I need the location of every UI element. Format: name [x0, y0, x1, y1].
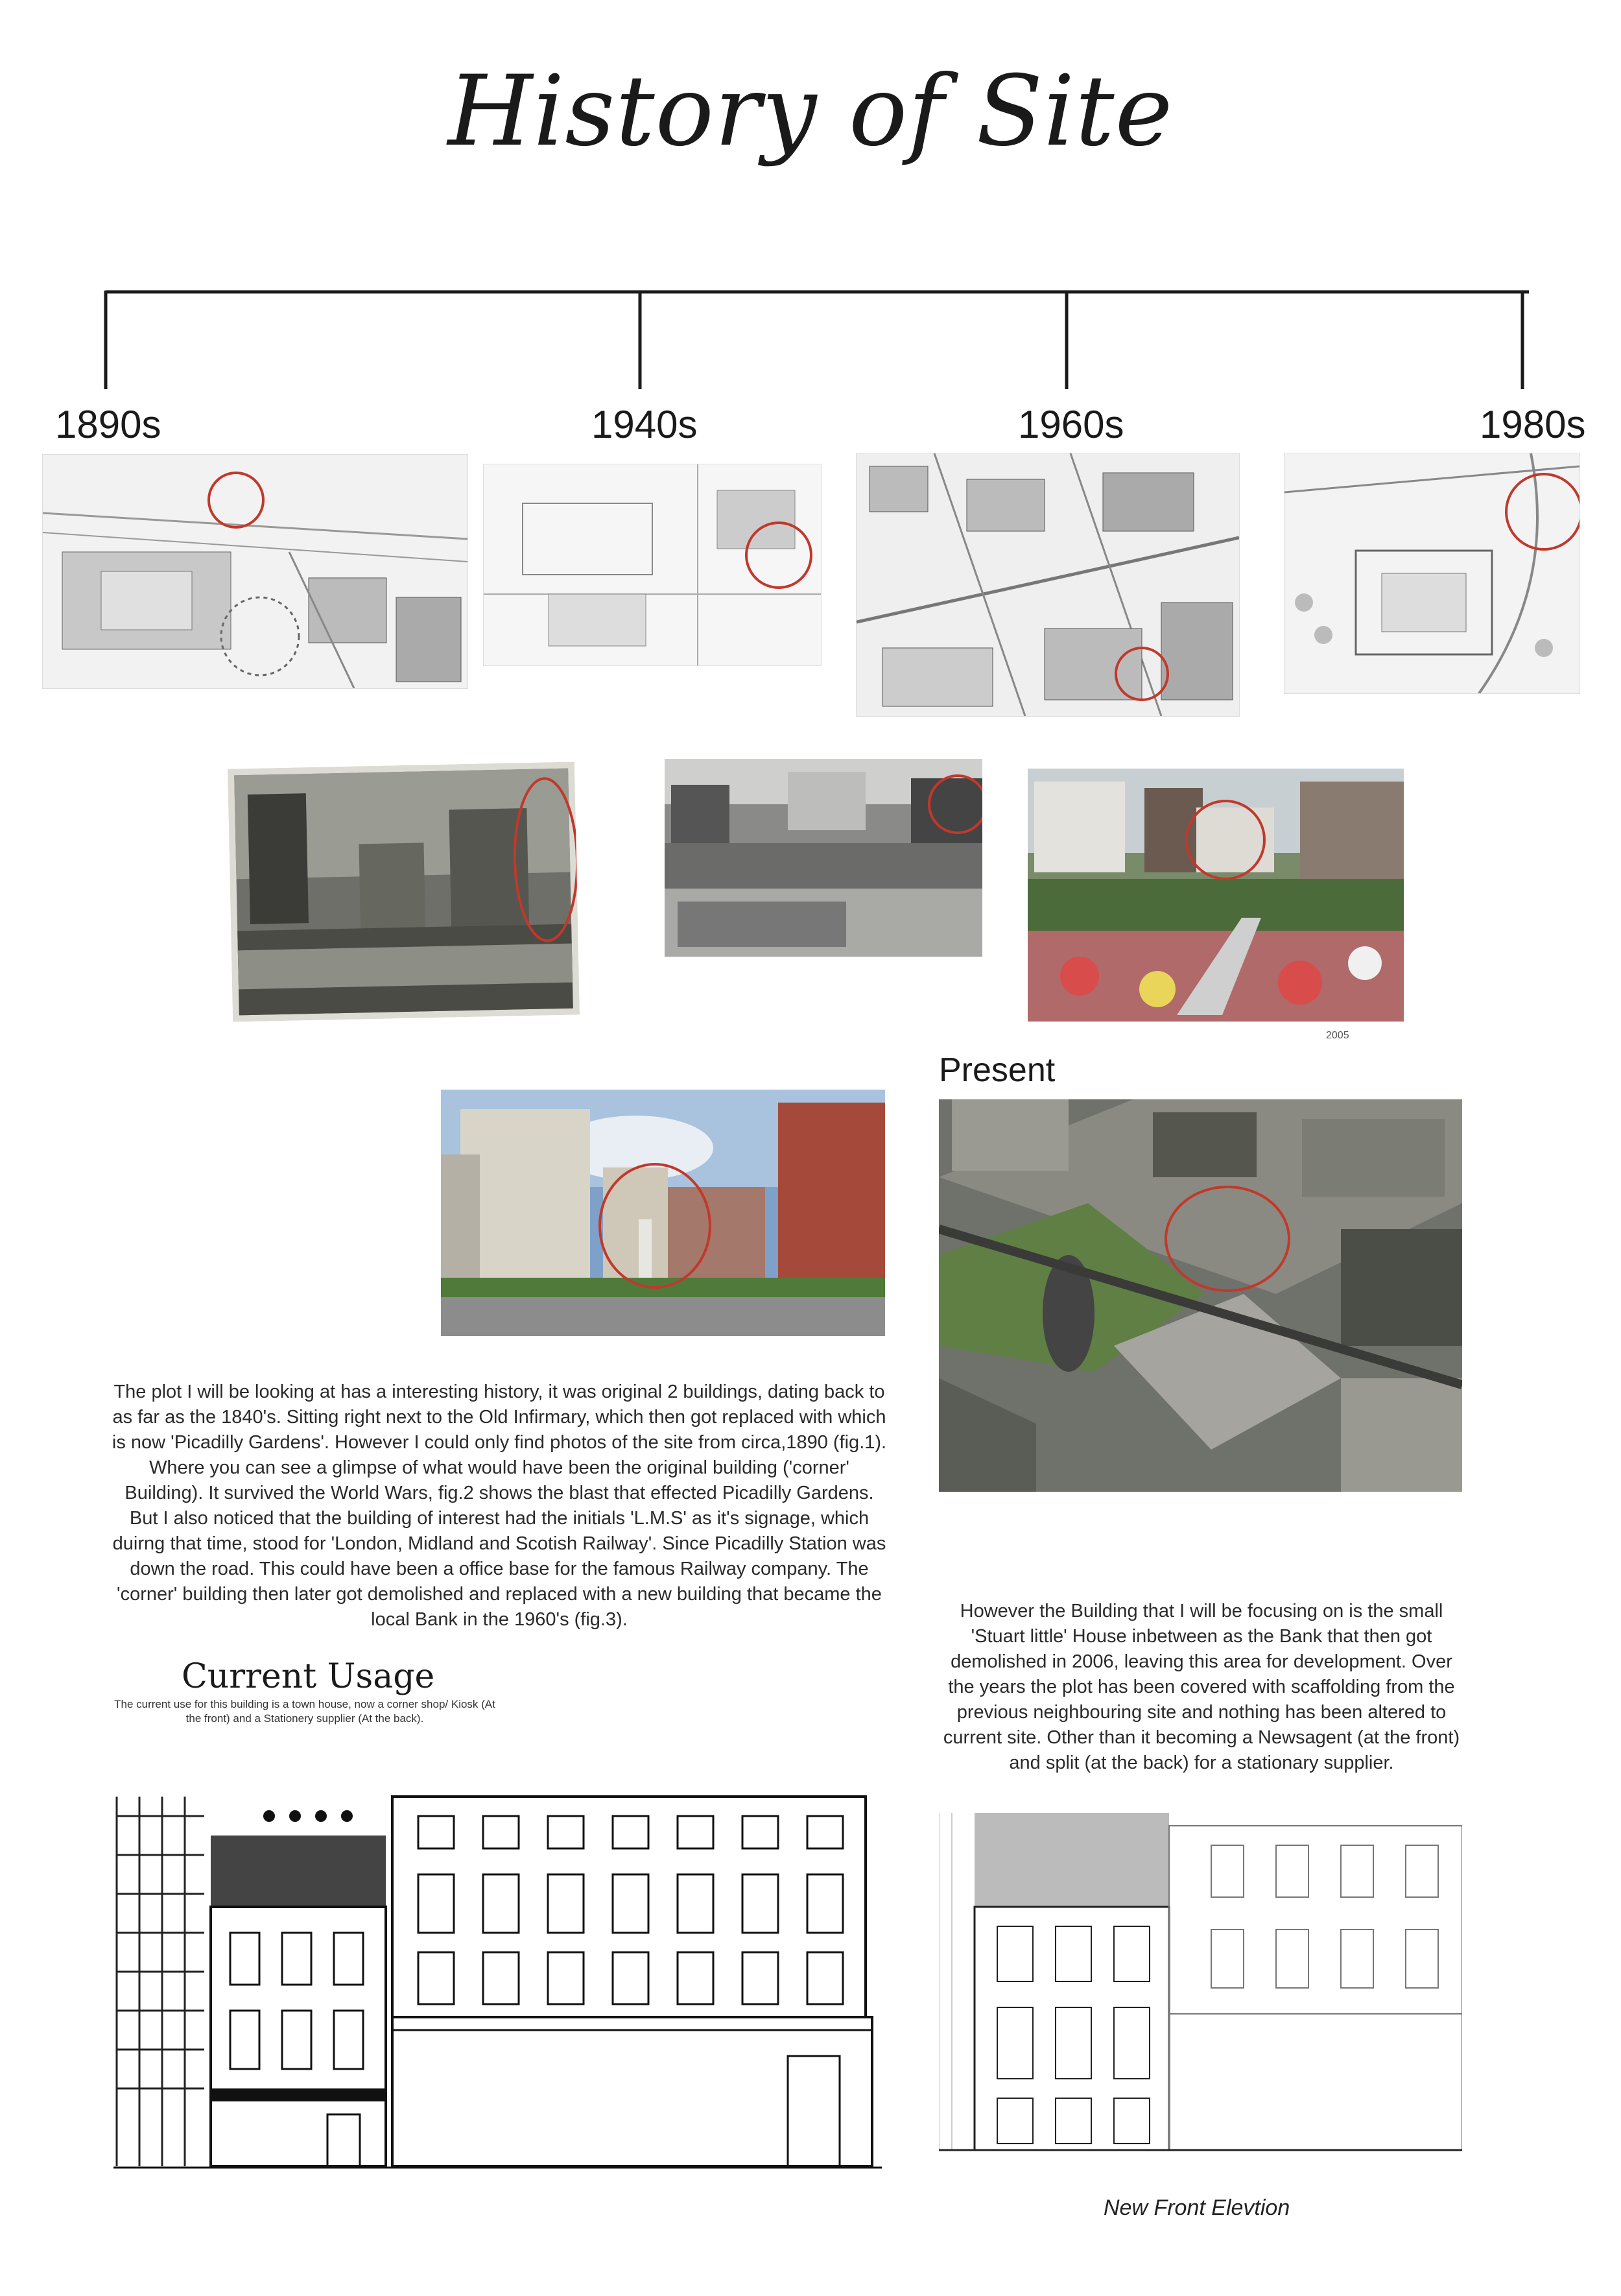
current-usage-note: The current use for this building is a town house, now a corner shop/ Kiosk (At the front) and a Stationery supplier (At the back).	[114, 1698, 495, 1725]
map-1980s	[1284, 453, 1580, 694]
page-title: History of Site	[447, 55, 1174, 168]
year-label-1890s: 1890s	[55, 403, 161, 446]
new-elevation-caption: New Front Elevtion	[1104, 2195, 1290, 2220]
focus-paragraph: However the Building that I will be focusing on is the small 'Stuart little' House inbetween as the Bank that then got demolished in 2006, leaving this area for development. Over the years the plot has been covered with scaffolding from the previous neighbouring site and nothing has been altered to current site. Other than it becoming a Newsagent (at the front) and split (at the back) for a stationary supplier.	[943, 1601, 1460, 1773]
photo-1890s	[228, 761, 580, 1022]
year-label-1980s: 1980s	[1480, 403, 1586, 446]
photo-1940s	[665, 759, 982, 957]
current-elevation-drawing	[113, 1751, 882, 2179]
year-label-1940s: 1940s	[591, 403, 698, 446]
timeline-rule	[97, 285, 1537, 396]
photo-year-caption: 2005	[1326, 1030, 1349, 1041]
map-1960s	[856, 453, 1240, 717]
current-usage-title: Current Usage	[182, 1657, 435, 1696]
history-paragraph: The plot I will be looking at has a interesting history, it was original 2 buildings, dating back to as far as the 1840's. Sitting right next to the Old Infirmary, which then got replaced with which is now 'Picadilly Gardens'. However I could only find photos of the site from circa,1890 (fig.1). Where you can see a glimpse of what would have been the original building ('corner' Building). It survived the World Wars, fig.2 shows the blast that effected Picadilly Gardens. But I also noticed that the building of interest had the initials 'L.M.S' as it's signage, which duirng that time, stood for 'London, Midland and Scotish Railway'. Since Picadilly Station was down the road. This could have been a office base for the famous Railway company. The 'corner' building then later got demolished and replaced with a new building that became the local Bank in the 1960's (fig.3).	[112, 1381, 887, 1630]
photo-1960s	[1028, 769, 1404, 1022]
photo-aerial-present	[939, 1099, 1462, 1492]
new-elevation-drawing	[939, 1813, 1462, 2157]
map-1890s	[42, 454, 468, 689]
map-1940s	[483, 464, 822, 666]
photo-street-view	[441, 1090, 885, 1336]
year-label-1960s: 1960s	[1018, 403, 1124, 446]
present-label: Present	[939, 1051, 1056, 1089]
